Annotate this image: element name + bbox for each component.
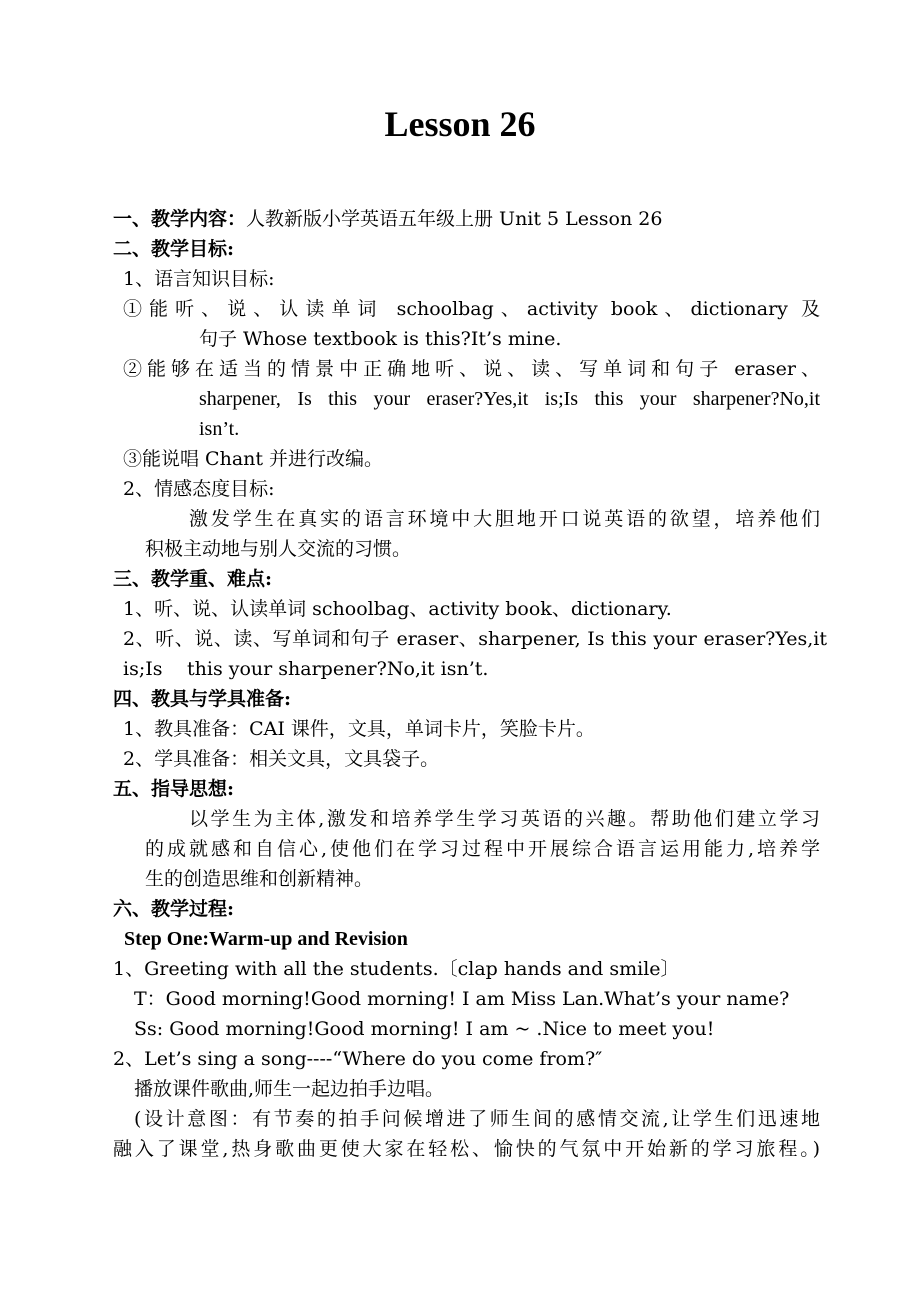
process-line-6: (设计意图：有节奏的拍手问候增进了师生间的感情交流,让学生们迅速地	[134, 1108, 820, 1130]
section-label-key-points: 三、教学重、难点:	[113, 568, 273, 590]
objective-2-line-1: ②能够在适当的情景中正确地听、说、读、写单词和句子 eraser、	[123, 358, 820, 380]
key-point-2-line-2: this your sharpener?No,it isn’t.	[187, 658, 489, 680]
section-label-guiding-idea: 五、指导思想:	[113, 778, 235, 800]
page-title: Lesson 26	[384, 104, 536, 144]
emotion-paragraph-line-2: 积极主动地与别人交流的习惯。	[145, 538, 412, 560]
guiding-idea-line-1: 以学生为主体,激发和培养学生学习英语的兴趣。帮助他们建立学习	[189, 808, 820, 830]
process-line-7: 融入了课堂,热身歌曲更使大家在轻松、愉快的气氛中开始新的学习旅程。)	[113, 1138, 820, 1160]
step-one-heading: Step One:Warm-up and Revision	[124, 928, 408, 950]
materials-student: 2、学具准备：相关文具，文具袋子。	[123, 748, 440, 770]
section-label-process: 六、教学过程:	[113, 898, 235, 920]
goal-emotion-attitude: 2、情感态度目标:	[123, 478, 275, 500]
process-line-2: T：Good morning!Good morning! I am Miss Lan.What’s your name?	[134, 988, 790, 1010]
process-line-5: 播放课件歌曲,师生一起边拍手边唱。	[134, 1078, 445, 1100]
objective-2-line-2: sharpener, Is this your eraser?Yes,it is;Is this your sharpener?No,it	[199, 388, 820, 410]
emotion-paragraph-line-1: 激发学生在真实的语言环境中大胆地开口说英语的欲望，培养他们	[189, 508, 820, 530]
objective-3: ③能说唱 Chant 并进行改编。	[123, 448, 384, 470]
materials-teacher: 1、教具准备：CAI 课件，文具，单词卡片，笑脸卡片。	[123, 718, 595, 740]
process-line-1: 1、Greeting with all the students.〔clap hands and smile〕	[113, 958, 680, 980]
guiding-idea-line-2: 的成就感和自信心,使他们在学习过程中开展综合语言运用能力,培养学	[145, 838, 820, 860]
goal-language-knowledge: 1、语言知识目标:	[123, 268, 275, 290]
process-line-3: Ss: Good morning!Good morning! I am ~ .Nice to meet you!	[134, 1018, 715, 1040]
objective-2-line-3: isn’t.	[199, 418, 240, 440]
section-label: 一、教学内容：	[113, 208, 247, 230]
section-teaching-content	[113, 204, 662, 234]
section-text: 人教新版小学英语五年级上册 Unit 5 Lesson 26	[246, 208, 663, 230]
guiding-idea-line-3: 生的创造思维和创新精神。	[145, 868, 374, 890]
key-point-2-line-1: 2、听、说、读、写单词和句子 eraser、sharpener, Is this your eraser?Yes,it is;Is	[123, 628, 827, 680]
section-label-materials: 四、教具与学具准备:	[113, 688, 292, 710]
key-point-1: 1、听、说、认读单词 schoolbag、activity book、dictionary.	[123, 598, 672, 620]
process-line-4: 2、Let’s sing a song----“Where do you come from?″	[113, 1048, 603, 1070]
section-label-objectives: 二、教学目标:	[113, 238, 235, 260]
objective-1-line-1: ①能听、说、认读单词 schoolbag、activity book、dictionary 及	[123, 298, 820, 320]
objective-1-line-2: 句子 Whose textbook is this?It’s mine.	[199, 328, 562, 350]
